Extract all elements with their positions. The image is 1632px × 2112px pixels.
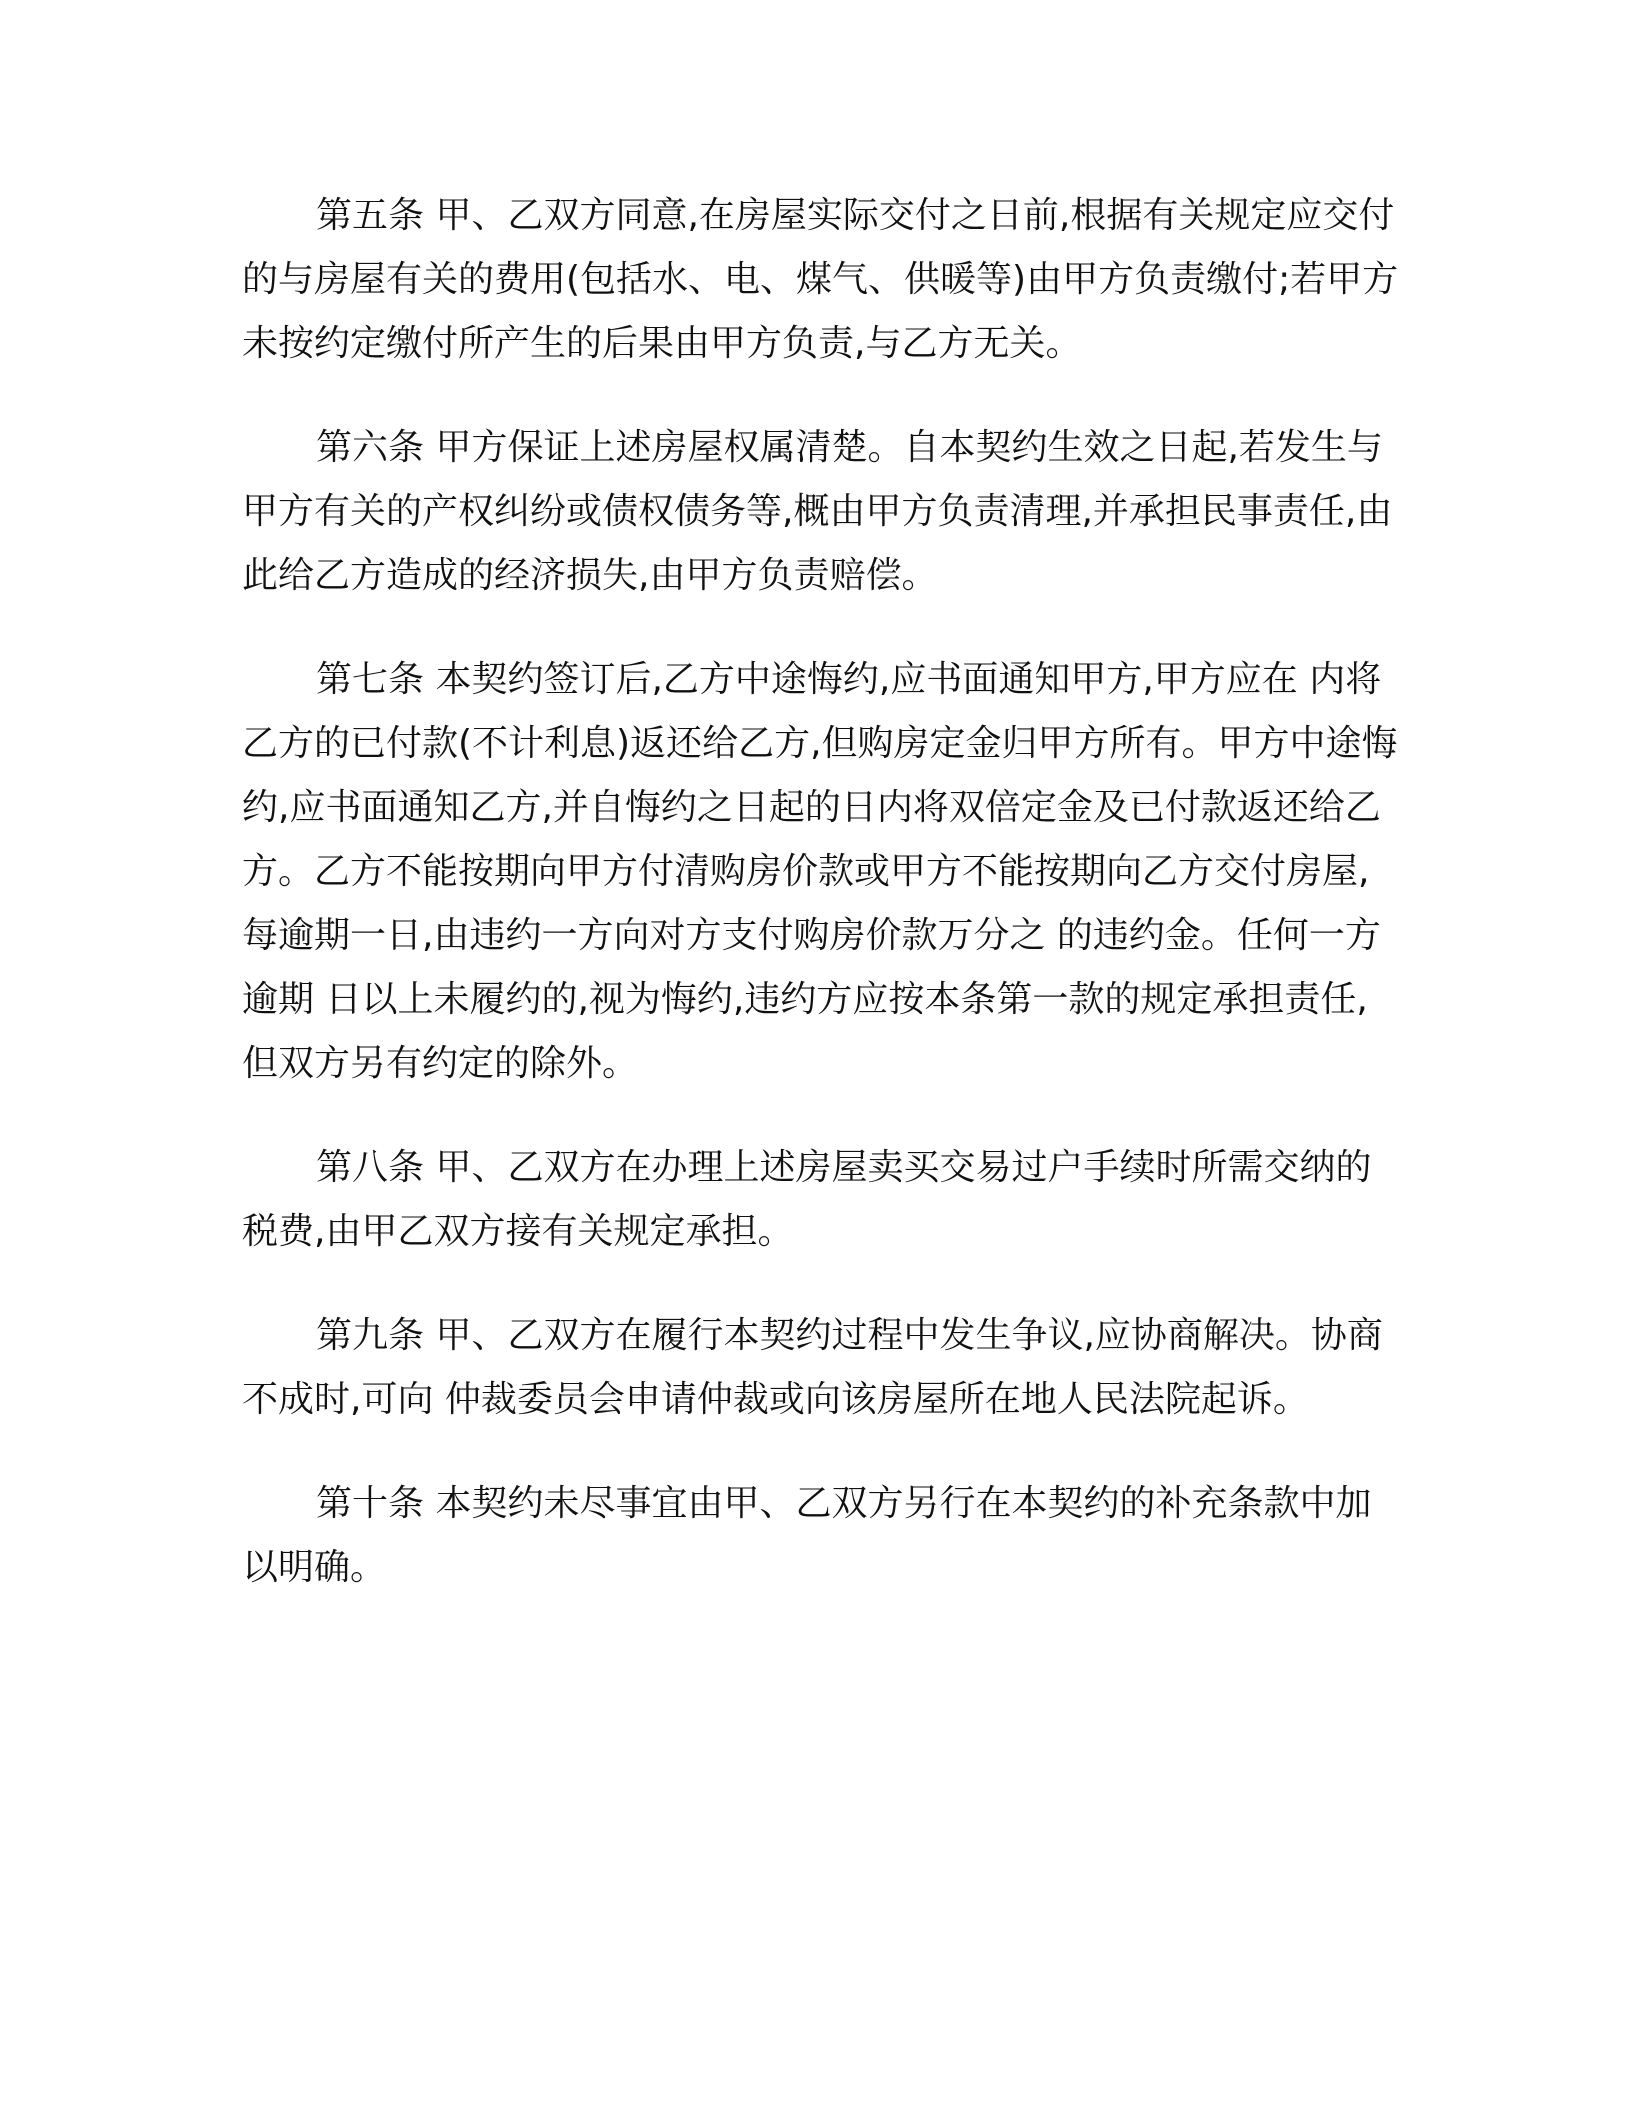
clause-7: 第七条 本契约签订后,乙方中途悔约,应书面通知甲方,甲方应在 内将乙方的已付款(不计利息)返还给乙方,但购房定金归甲方所有。甲方中途悔约,应书面通知乙方,并自悔约之日起的日内将双倍定金及已付款返还给乙方。乙方不能按期向甲方付清购房价款或甲方不能按期向乙方交付房屋,每逾期一日,由违约一方向对方支付购房价款万分之 的违约金。任何一方逾期 日以上未履约的,视为悔约,违约方应按本条第一款的规定承担责任,但双方另有约定的除外。 [242, 659, 1398, 1084]
clause-5: 第五条 甲、乙双方同意,在房屋实际交付之日前,根据有关规定应交付的与房屋有关的费用(包括水、电、煤气、供暖等)由甲方负责缴付;若甲方未按约定缴付所产生的后果由甲方负责,与乙方无关。 [242, 195, 1399, 364]
clause-8: 第八条 甲、乙双方在办理上述房屋卖买交易过户手续时所需交纳的税费,由甲乙双方接有关规定承担。 [242, 1147, 1372, 1252]
document-body [242, 184, 1402, 1640]
clause-6: 第六条 甲方保证上述房屋权属清楚。自本契约生效之日起,若发生与甲方有关的产权纠纷或债权债务等,概由甲方负责清理,并承担民事责任,由此给乙方造成的经济损失,由甲方负责赔偿。 [242, 427, 1393, 596]
clause-10: 第十条 本契约未尽事宜由甲、乙双方另行在本契约的补充条款中加以明确。 [242, 1483, 1372, 1588]
clause-9: 第九条 甲、乙双方在履行本契约过程中发生争议,应协商解决。协商不成时,可向 仲裁委员会申请仲裁或向该房屋所在地人民法院起诉。 [242, 1315, 1383, 1420]
